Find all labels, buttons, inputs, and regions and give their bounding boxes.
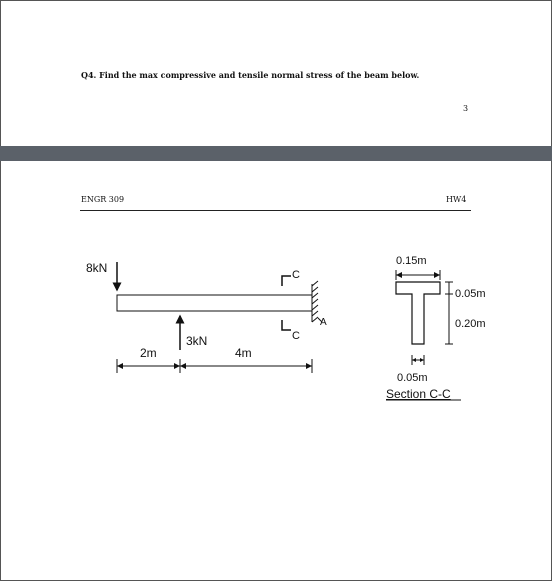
flange-width-label: 0.15m [396, 255, 427, 267]
dimension-line [117, 359, 312, 373]
assignment-label: HW4 [446, 195, 467, 204]
dim-flange-thickness [445, 282, 453, 294]
cut-c-bottom-marker [282, 320, 291, 330]
web-height-label: 0.20m [455, 318, 486, 330]
cut-c-top-marker [282, 276, 291, 286]
t-section-drawing [396, 282, 440, 344]
dim-2m-label: 2m [140, 346, 157, 360]
support-a-label: A [320, 317, 327, 328]
load-3kn-label: 3kN [186, 334, 208, 348]
page-number: 3 [463, 104, 469, 113]
course-label: ENGR 309 [81, 195, 125, 204]
question-text: Q4. Find the max compressive and tensile normal stress of the beam below. [81, 70, 420, 80]
web-thickness-label: 0.05m [397, 372, 428, 384]
cut-c-bottom-label: C [292, 330, 300, 342]
dim-web-height [445, 294, 453, 344]
load-8kn-label: 8kN [86, 261, 108, 275]
dim-4m-label: 4m [235, 346, 252, 360]
beam-body [117, 295, 312, 311]
section-title: Section C-C [386, 387, 451, 401]
cut-c-top-label: C [292, 269, 300, 281]
flange-thickness-label: 0.05m [455, 288, 486, 300]
dim-flange-width [396, 270, 440, 280]
fixed-support-icon [312, 281, 322, 322]
